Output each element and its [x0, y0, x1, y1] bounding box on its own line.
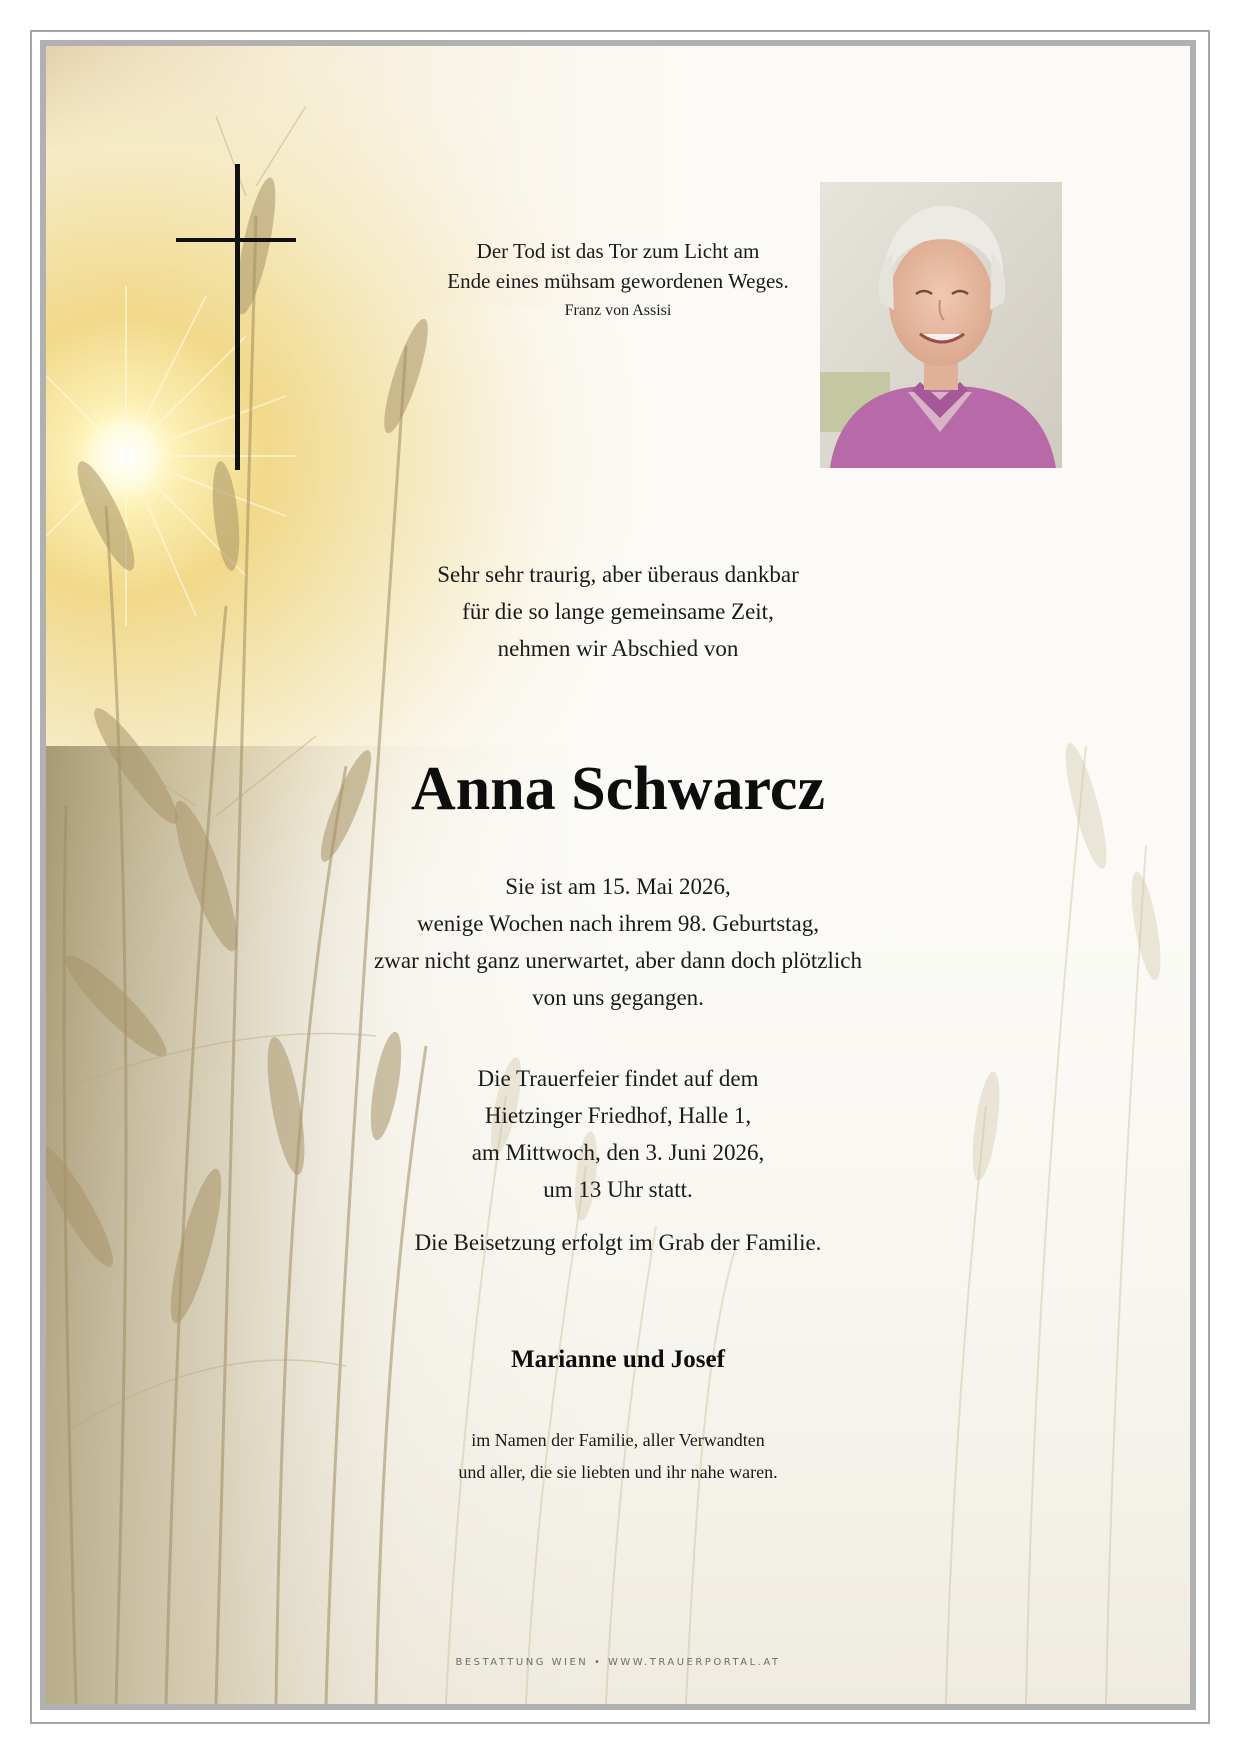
intro-line: für die so lange gemeinsame Zeit,: [462, 599, 774, 624]
burial-note: Die Beisetzung erfolgt im Grab der Familie.: [414, 1230, 822, 1255]
signers-names: Marianne und Josef: [511, 1346, 725, 1373]
signers-note-line: im Namen der Familie, aller Verwandten: [471, 1430, 765, 1450]
ceremony-line: Die Trauerfeier findet auf dem: [477, 1066, 759, 1091]
death-notice-line: wenige Wochen nach ihrem 98. Geburtstag,: [416, 911, 820, 936]
obituary-card: [46, 46, 1190, 1704]
ceremony-line: um 13 Uhr statt.: [543, 1177, 693, 1202]
ceremony-details: [46, 1060, 1190, 1208]
death-notice-line: zwar nicht ganz unerwartet, aber dann doch plötzlich: [374, 948, 862, 973]
intro-line: nehmen wir Abschied von: [497, 636, 739, 661]
signers-note-line: und aller, die sie liebten und ihr nahe waren.: [458, 1462, 778, 1482]
deceased-name: Anna Schwarcz: [411, 755, 825, 823]
quote-line: Ende eines mühsam gewordenen Weges.: [447, 269, 789, 293]
footer-credit: BESTATTUNG WIEN • WWW.TRAUERPORTAL.AT: [455, 1657, 781, 1668]
portrait-illustration: [820, 182, 1062, 468]
intro-text: [46, 556, 1190, 667]
death-notice: [46, 868, 1190, 1016]
signers-note: [46, 1424, 1190, 1488]
ceremony-line: Hietzinger Friedhof, Halle 1,: [484, 1103, 752, 1128]
portrait-photo: [820, 182, 1062, 468]
quote-line: Der Tod ist das Tor zum Licht am: [476, 239, 760, 263]
death-notice-line: Sie ist am 15. Mai 2026,: [505, 874, 731, 899]
ceremony-line: am Mittwoch, den 3. Juni 2026,: [471, 1140, 765, 1165]
intro-line: Sehr sehr traurig, aber überaus dankbar: [437, 562, 799, 587]
death-notice-line: von uns gegangen.: [532, 985, 704, 1010]
quote-author: Franz von Assisi: [564, 302, 672, 319]
